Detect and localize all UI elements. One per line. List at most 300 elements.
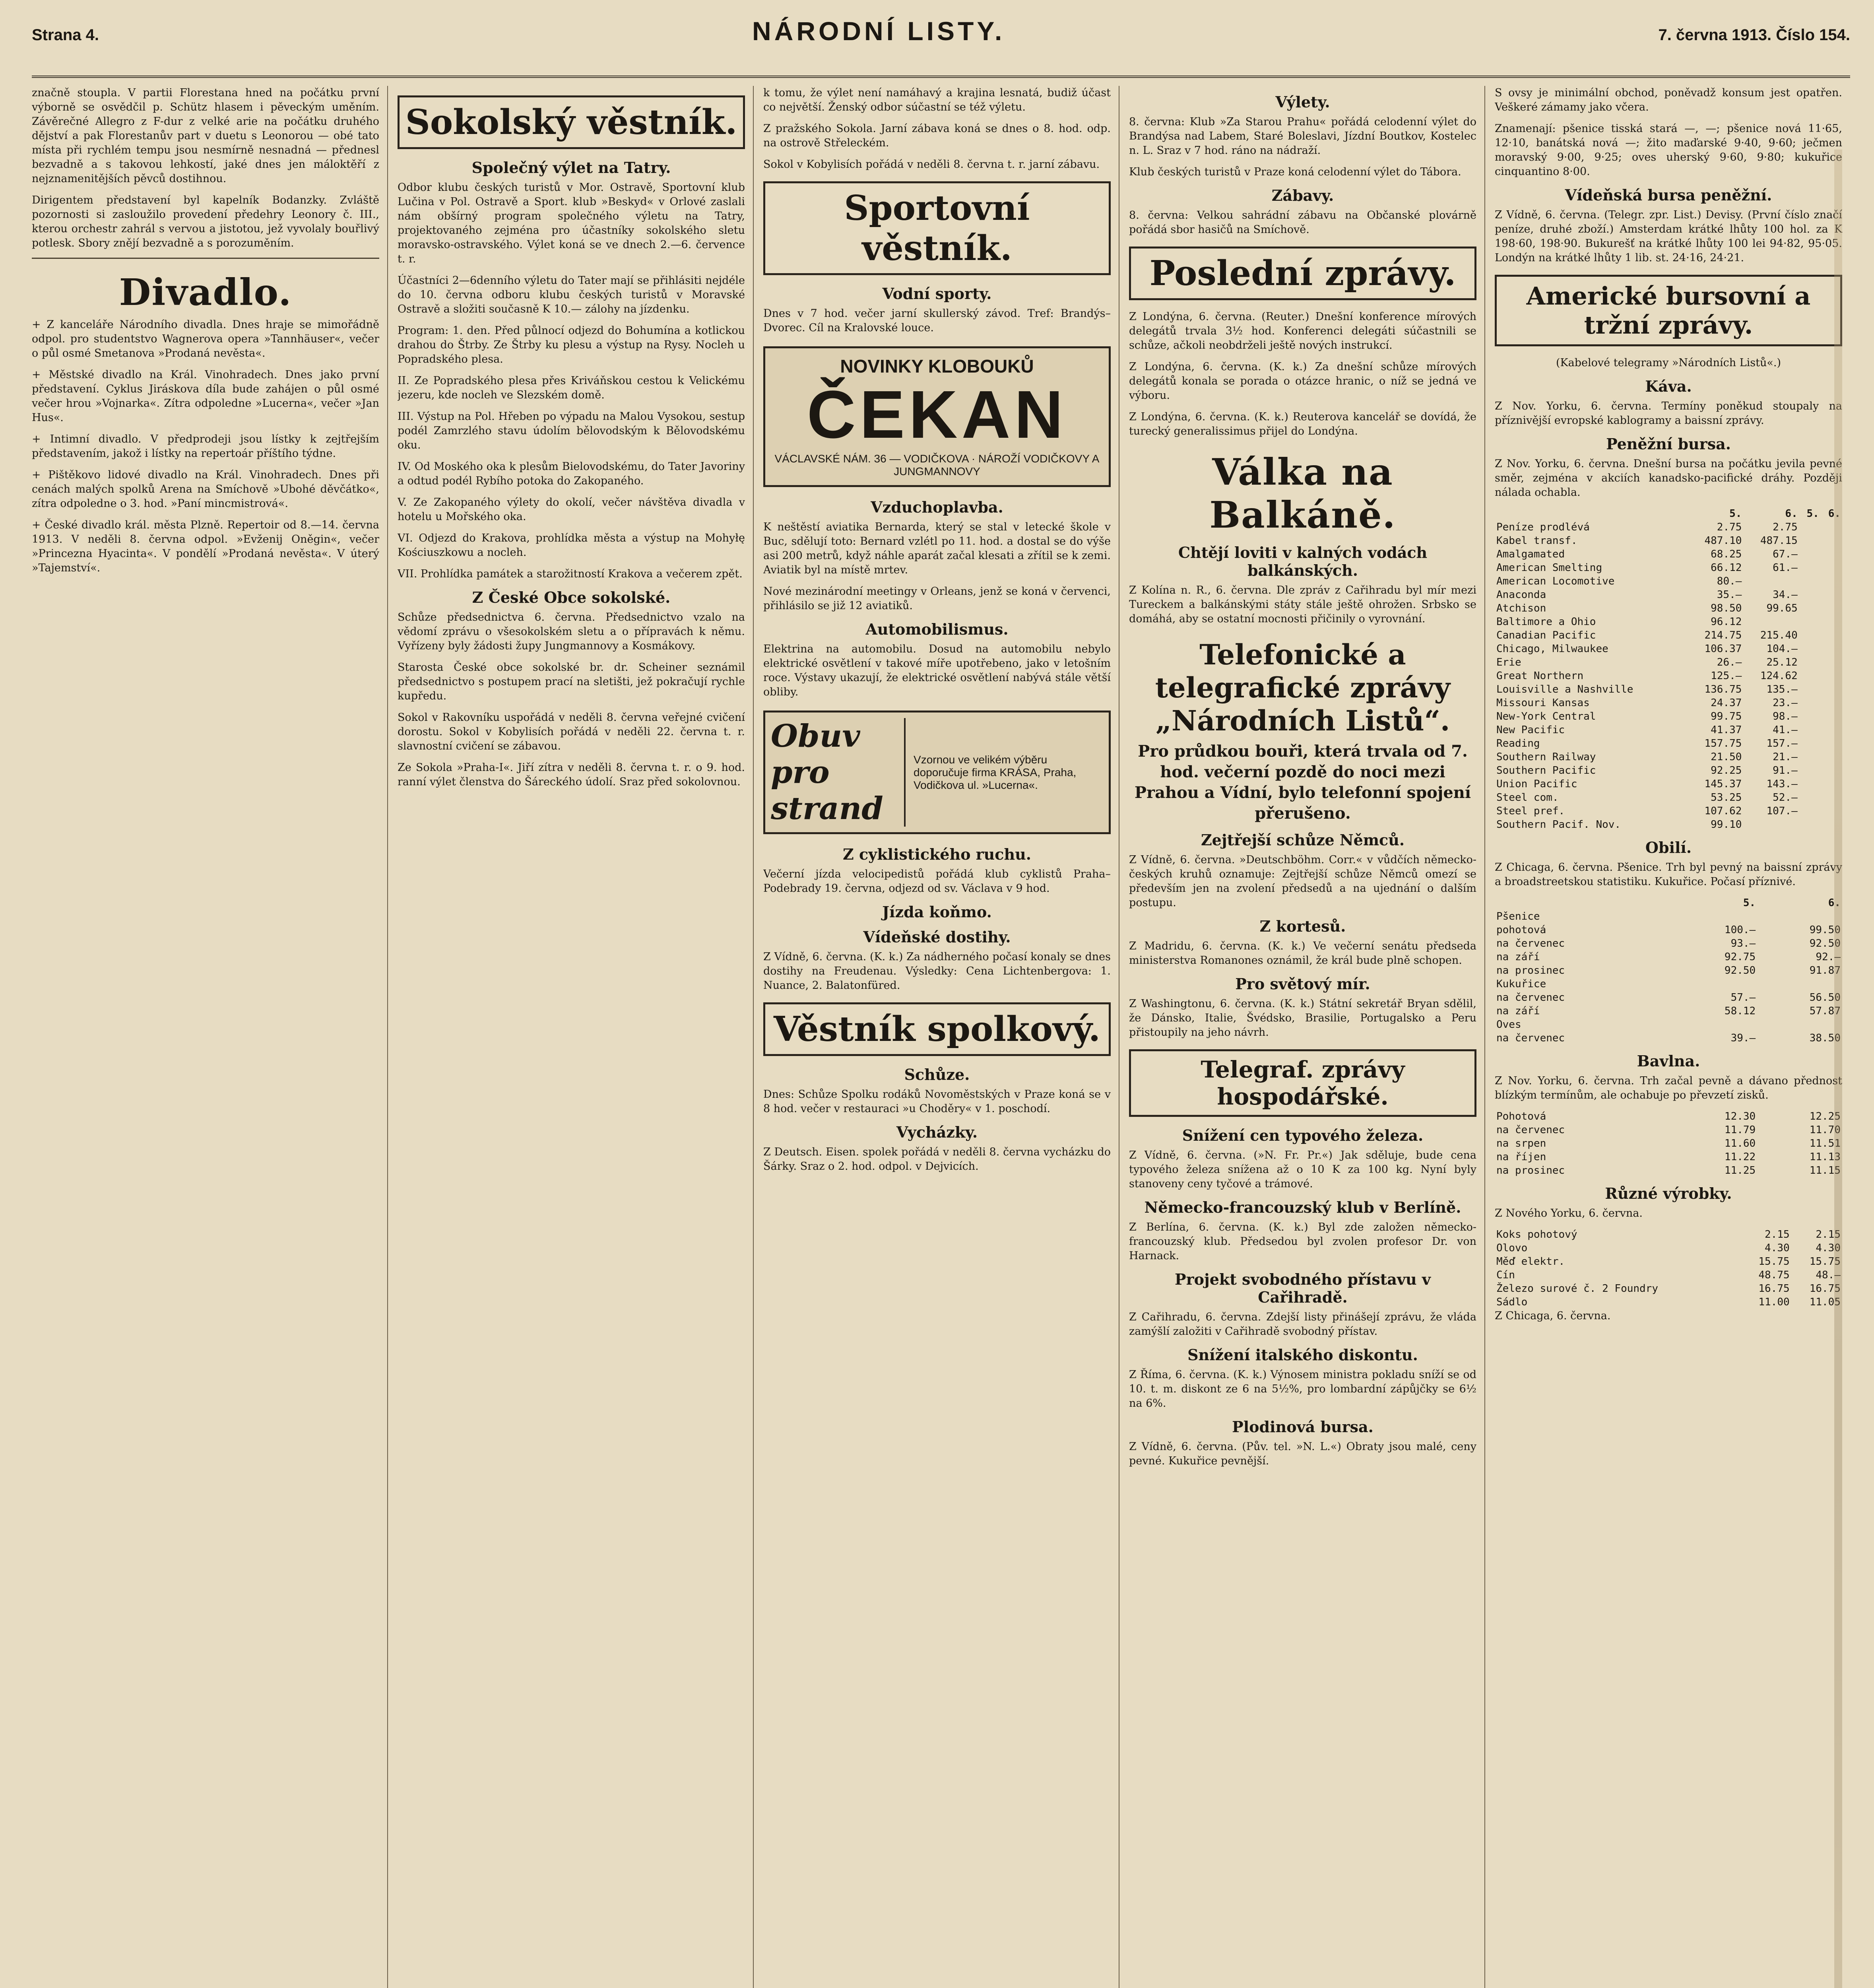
table-row <box>1495 602 1842 615</box>
table-cell <box>1799 818 1821 831</box>
table-row <box>1495 1018 1842 1031</box>
table-cell: Pohotová <box>1496 1110 1546 1122</box>
article-kortesy <box>1129 939 1476 968</box>
section-title-sportovni: Sportovní věstník. <box>763 181 1111 275</box>
table-cell: 107.62 <box>1704 805 1742 817</box>
article-diskont <box>1129 1368 1476 1411</box>
subheading-diskont: Snížení italského diskontu. <box>1187 1346 1418 1364</box>
table-cell <box>1799 723 1821 737</box>
table-row <box>1495 520 1842 534</box>
table-cell: 96.12 <box>1711 616 1742 628</box>
table-cell: 16.75 <box>1809 1283 1841 1295</box>
table-cell: 11.05 <box>1809 1296 1841 1308</box>
table-header-cell <box>1495 507 1688 520</box>
table-cell: 99.50 <box>1809 924 1841 936</box>
stocks-table <box>1495 507 1842 831</box>
table-row <box>1495 629 1842 642</box>
paragraph: 8. června: Velkou sahrádní zábavu na Občanské plovárně pořádá sbor hasičů na Smíchově. <box>1129 209 1476 236</box>
subheading-vzduchoplavba: Vzduchoplavba. <box>871 498 1003 516</box>
section-divadlo <box>32 318 379 575</box>
table-header-cell: 6. <box>1828 897 1841 909</box>
table-cell: 66.12 <box>1711 562 1742 574</box>
table-row <box>1495 1110 1842 1123</box>
table-cell: na prosinec <box>1496 965 1565 977</box>
table-row <box>1495 561 1842 575</box>
table-cell: 23.— <box>1773 697 1798 709</box>
paragraph: Starosta České obce sokolské br. dr. Scheiner seznámil předsednictvo s postupem prací na sletišti, jež pokračují rychle kupředu. <box>398 661 745 702</box>
subheading-kava: Káva. <box>1645 377 1692 395</box>
table-row <box>1495 547 1842 561</box>
table-row <box>1495 737 1842 750</box>
table-cell: na červenec <box>1496 992 1565 1004</box>
table-header-cell: 6. <box>1828 508 1841 520</box>
grain-table <box>1495 896 1842 1045</box>
table-cell: 11.60 <box>1724 1138 1756 1149</box>
article-posledni <box>1129 310 1476 439</box>
table-row <box>1495 1255 1842 1268</box>
table-cell: 11.00 <box>1758 1296 1790 1308</box>
table-cell: Great Northern <box>1496 670 1584 682</box>
table-header-cell <box>1495 896 1672 910</box>
table-cell <box>1799 575 1821 588</box>
paragraph: Z Washingtonu, 6. června. (K. k.) Státní sekretář Bryan sdělil, že Dánsko, Italie, Švédsko, Brasilie, Portugalsko a Peru přistoupily na jeho návrh. <box>1129 998 1476 1039</box>
subheading-obili: Obilí. <box>1645 839 1692 856</box>
paragraph: Sokol v Kobylisích pořádá v neděli 8. června t. r. jarní zábavu. <box>763 158 1100 171</box>
table-cell: 99.65 <box>1766 602 1798 614</box>
table-cell: 11.13 <box>1809 1151 1841 1163</box>
article-vodni-sporty <box>763 307 1111 335</box>
paragraph: Z Říma, 6. června. (K. k.) Výnosem ministra pokladu sníží se od 10. t. m. diskont ze 6 na 5½%, pro lombardní zápůjčky se 6½ na 6%. <box>1129 1369 1476 1409</box>
section-title-telefonicke: Telefonické a telegrafické zprávy „Národních Listů“. <box>1155 638 1451 737</box>
table-cell: 99.10 <box>1711 819 1742 831</box>
subheading-schuze: Schůze. <box>904 1066 970 1083</box>
paragraph: III. Výstup na Pol. Hřeben po výpadu na Malou Vysokou, sestup podél Zamrzlého stavu údolím bělovodským k Bělovodskému oku. <box>398 410 745 451</box>
table-cell: 24.37 <box>1711 697 1742 709</box>
table-cell <box>1672 910 1757 923</box>
article-obili-zpravy <box>1495 86 1842 179</box>
cotton-table <box>1495 1110 1842 1177</box>
table-cell: Železo surové č. 2 Foundry <box>1496 1283 1658 1295</box>
subheading-ceska-obec: Z České Obce sokolské. <box>472 588 671 606</box>
table-row <box>1495 588 1842 602</box>
table-row <box>1495 656 1842 669</box>
table-cell: na červenec <box>1496 1032 1565 1044</box>
table-cell <box>1799 804 1821 818</box>
subheading-automobilismus: Automobilismus. <box>865 620 1009 638</box>
table-cell: Canadian Pacific <box>1496 629 1596 641</box>
table-header-cell: 5. <box>1743 897 1756 909</box>
table-cell: 11.51 <box>1809 1138 1841 1149</box>
table-row <box>1495 791 1842 804</box>
table-cell: 4.30 <box>1765 1242 1790 1254</box>
paragraph: Z Vídně, 6. června. (»N. Fr. Pr.«) Jak sděluje, bude cena typového železa snížena až o 10 K za 100 kg. Nyní byly stanoveny ceny tyčové a trámové. <box>1129 1149 1476 1190</box>
table-cell: Chicago, Milwaukee <box>1496 643 1608 655</box>
paragraph: Z Nov. Yorku, 6. června. Termíny poněkud stoupaly na příznivější evropské kablogramy a baissní zprávy. <box>1495 400 1842 427</box>
paragraph: Z Cařihradu, 6. června. Zdejší listy přinášejí zprávu, že vláda zamýšlí založiti v Cařihradě svobodný přístav. <box>1129 1311 1476 1338</box>
table-cell: 92.50 <box>1809 938 1841 949</box>
table-cell: 2.75 <box>1773 521 1798 533</box>
paragraph: Z Vídně, 6. června. (K. k.) Za nádherného počasí konaly se dnes dostihy na Freudenau. Výsledky: Cena Lichtenbergova: 1. Nuance, 2. Balatonfüred. <box>763 951 1111 992</box>
ad-brand: ČEKAN <box>807 377 1067 452</box>
table-cell <box>1799 656 1821 669</box>
table-cell: na říjen <box>1496 1151 1546 1163</box>
table-cell <box>1672 977 1757 991</box>
paragraph: S ovsy je minimální obchod, poněvadž konsum jest opatřen. Veškeré zámamy jako včera. <box>1495 87 1842 113</box>
table-cell: na září <box>1496 951 1540 963</box>
table-cell: 12.25 <box>1809 1110 1841 1122</box>
misc-table <box>1495 1228 1842 1309</box>
table-cell <box>1799 764 1821 777</box>
table-row <box>1495 750 1842 764</box>
paragraph: k tomu, že výlet není namáhavý a krajina lesnatá, budiž účast co největší. Ženský odbor súčastní se též výletu. <box>763 87 1111 113</box>
paragraph: Z Deutsch. Eisen. spolek pořádá v neděli 8. června vycházku do Šárky. Sraz o 2. hod. odpol. v Dejvicích. <box>763 1146 1111 1173</box>
table-cell: 124.62 <box>1760 670 1798 682</box>
column-2 <box>398 86 754 1988</box>
table-cell: 12.30 <box>1724 1110 1756 1122</box>
paragraph: Program: 1. den. Před půlnocí odjezd do Bohumína a kotlickou drahou do Štrby. Ze Štrby ku plesu a výstup na Rysy. Nocleh u Popradského plesa. <box>398 324 745 365</box>
table-row <box>1495 804 1842 818</box>
table-row <box>1495 950 1842 964</box>
table-cell: 21.50 <box>1711 751 1742 763</box>
table-cell <box>1799 642 1821 656</box>
article-valka <box>1129 583 1476 626</box>
table-cell: Steel pref. <box>1496 805 1565 817</box>
article-schuze <box>763 1087 1111 1116</box>
stocks-header-row <box>1495 507 1842 520</box>
table-cell: New-York Central <box>1496 711 1596 722</box>
table-row <box>1495 910 1842 923</box>
section-title-hospodarske: Telegraf. zprávy hospodářské. <box>1129 1049 1476 1117</box>
table-cell: 57.87 <box>1809 1005 1841 1017</box>
table-row <box>1495 1295 1842 1309</box>
table-cell: 487.15 <box>1760 535 1798 547</box>
table-cell: Erie <box>1496 656 1521 668</box>
table-cell: 67.— <box>1773 548 1798 560</box>
section-title-spolkovy: Věstník spolkový. <box>763 1002 1111 1056</box>
table-cell: Kukuřice <box>1496 978 1546 990</box>
section-title-divadlo: Divadlo. <box>119 271 292 314</box>
subheading-carihrad: Projekt svobodného přístavu v Cařihradě. <box>1175 1270 1431 1306</box>
table-cell: 99.75 <box>1711 711 1742 722</box>
paragraph: Nové mezinárodní meetingy v Orleans, jenž se koná v červenci, přihlásilo se již 12 aviatiků. <box>763 585 1111 612</box>
table-cell: 15.75 <box>1809 1256 1841 1268</box>
article-tatry <box>398 181 745 581</box>
table-cell <box>1743 575 1799 588</box>
table-cell: 48.75 <box>1758 1269 1790 1281</box>
table-cell: 136.75 <box>1704 683 1742 695</box>
table-cell <box>1799 561 1821 575</box>
table-row <box>1495 937 1842 950</box>
table-cell: Louisville a Nashville <box>1496 683 1633 695</box>
article-vzduchoplavba <box>763 520 1111 613</box>
paragraph: 8. června: Klub »Za Starou Prahu« pořádá celodenní výlet do Brandýsa nad Labem, Staré Boleslavi, Jízdní Boutkov, Kostelec n. L. Sraz v 7 hod. ráno na nádraží. <box>1129 116 1476 157</box>
paragraph: K neštěstí aviatika Bernarda, který se stal v letecké škole v Buc, sdělují toto: Bernard vzlétl po 11. hod. a dostal se do výše asi 200 metrů, když náhle aparát začal klesati a zřítil se k zemi. Aviatik byl na místě mrtev. <box>763 521 1111 576</box>
table-cell <box>1799 750 1821 764</box>
table-cell <box>1799 696 1821 710</box>
table-row <box>1495 1150 1842 1164</box>
table-cell: 98.— <box>1773 711 1798 722</box>
table-cell: Kabel transf. <box>1496 535 1577 547</box>
table-cell: 91.— <box>1773 765 1798 777</box>
table-cell: 61.— <box>1773 562 1798 574</box>
subheading-kortesy: Z kortesů. <box>1259 917 1346 935</box>
subheading-nf-klub: Německo-francouzský klub v Berlíně. <box>1144 1198 1461 1216</box>
subheading-vychazky: Vycházky. <box>896 1123 978 1141</box>
table-cell <box>1799 534 1821 547</box>
article-nf-klub <box>1129 1220 1476 1263</box>
table-cell: Reading <box>1496 738 1540 749</box>
subheading-nemci: Zejtřejší schůze Němců. <box>1201 831 1405 849</box>
table-cell: 11.22 <box>1724 1151 1756 1163</box>
table-cell <box>1799 602 1821 615</box>
table-cell: 53.25 <box>1711 792 1742 804</box>
table-cell: 11.15 <box>1809 1165 1841 1176</box>
table-cell: 52.— <box>1773 792 1798 804</box>
article-sokol-cont <box>763 86 1111 172</box>
table-cell: 11.25 <box>1724 1165 1756 1176</box>
subheading-videnska-bursa: Vídeňská bursa peněžní. <box>1565 186 1772 204</box>
table-row <box>1495 710 1842 723</box>
table-cell <box>1757 910 1842 923</box>
americke-subtitle: (Kabelové telegramy »Národních Listů«.) <box>1556 357 1781 369</box>
table-cell: 104.— <box>1766 643 1798 655</box>
article-bavlna <box>1495 1074 1842 1103</box>
paragraph: Z Londýna, 6. června. (Reuter.) Dnešní konference mírových delegátů trvala 3½ hod. Konferenci delegáti súčastnili se schůze, ačkoli neobdrželi ještě nových instrukcí. <box>1129 311 1476 351</box>
table-cell: 157.75 <box>1704 738 1742 749</box>
table-row <box>1495 723 1842 737</box>
table-row <box>1495 764 1842 777</box>
table-cell: New Pacific <box>1496 724 1565 736</box>
article-zabavy <box>1129 208 1476 237</box>
table-cell: 92.— <box>1816 951 1841 963</box>
table-row <box>1495 1164 1842 1177</box>
subheading-dostihy: Vídeňské dostihy. <box>863 928 1011 946</box>
table-cell: 58.12 <box>1724 1005 1756 1017</box>
table-cell: 56.50 <box>1809 992 1841 1004</box>
table-cell: 11.70 <box>1809 1124 1841 1136</box>
table-cell: 4.30 <box>1816 1242 1841 1254</box>
paragraph: Z Kolína n. R., 6. června. Dle zpráv z Cařihradu byl mír mezi Tureckem a balkánskými státy stále ještě ohrožen. Srbsko se domáhá, aby se ostatní mocnosti přičinily o vyrovnání. <box>1129 584 1476 625</box>
table-cell: Baltimore a Ohio <box>1496 616 1596 628</box>
paragraph: II. Ze Popradského plesa přes Kriváňskou cestou k Velickému jezeru, kde nocleh ve Slezském domě. <box>398 375 745 401</box>
table-row <box>1495 1031 1842 1045</box>
table-cell: Atchison <box>1496 602 1546 614</box>
paragraph: Znamenají: pšenice tisská stará —, —; pšenice nová 11·65, 12·10, banátská nová —; žito maďarské 9·40, 9·60; ječmen moravský 9·00, 9·25; oves uherský 9·60, 9·80; kukuřice cinquantino 8·00. <box>1495 122 1842 178</box>
table-cell: Southern Pacific <box>1496 765 1596 777</box>
table-row <box>1495 1282 1842 1295</box>
table-cell: 57.— <box>1730 992 1756 1004</box>
table-cell: 157.— <box>1766 738 1798 749</box>
section-title-americke: Americké bursovní a tržní zprávy. <box>1495 275 1842 346</box>
paragraph: Sokol v Rakovníku uspořádá v neděli 8. června veřejné cvičení dorostu. Sokol v Kobylisích pořádá v neděli 22. června t. r. slavnostní cvičení se zábavou. <box>398 711 745 752</box>
section-title-valka: Válka na Balkáně. <box>1209 450 1396 536</box>
paragraph: Z pražského Sokola. Jarní zábava koná se dnes o 8. hod. odp. na ostrově Střeleckém. <box>763 122 1111 149</box>
table-row <box>1495 683 1842 696</box>
table-cell: American Smelting <box>1496 562 1602 574</box>
subheading-penezni: Peněžní bursa. <box>1606 435 1731 453</box>
table-cell <box>1799 547 1821 561</box>
table-row <box>1495 575 1842 588</box>
table-cell: 68.25 <box>1711 548 1742 560</box>
article-zeleza <box>1129 1148 1476 1191</box>
table-cell: 2.75 <box>1717 521 1742 533</box>
paragraph: Z Londýna, 6. června. (K. k.) Reuterova kancelář se dovídá, že turecký generalissimus přijel do Londýna. <box>1129 411 1476 437</box>
paragraph: IV. Od Moského oka k plesům Bielovodskému, do Tater Javoriny a odtud podél Rybího potoka do Zakopaného. <box>398 460 745 487</box>
table-cell <box>1799 710 1821 723</box>
paragraph: VI. Odjezd do Krakova, prohlídka města a výstup na Mohyłę Kościuszkowu a nocleh. <box>398 532 745 559</box>
paragraph: + Městské divadlo na Král. Vinohradech. Dnes jako první představení. Cyklus Jiráskova díla bude zahájen o půl osmé večer hrou »Vojnarka«. Zítra odpoledne »Lucerna«, večer »Jan Hus«. <box>32 369 379 424</box>
table-cell: 215.40 <box>1760 629 1798 641</box>
article-vylety <box>1129 115 1476 179</box>
table-cell: 214.75 <box>1704 629 1742 641</box>
subheading-ruzne: Různé výrobky. <box>1605 1184 1732 1202</box>
table-cell: Amalgamated <box>1496 548 1565 560</box>
article-opera-review <box>32 86 379 250</box>
paragraph: Z Vídně, 6. června. »Deutschböhm. Corr.« v vůdčích německo-českých kruhů oznamuje: Zejtřejší schůze Němců omezí se především jen na zvolení předsedů a na ujednání o dalším postupu. <box>1129 854 1476 909</box>
paragraph: + Z kanceláře Národního divadla. Dnes hraje se mimořádně odpol. pro studentstvo Wagnerova opera »Tannhäuser«, večer o půl osmé Smetanova »Prodaná nevěsta«. <box>32 318 379 359</box>
table-cell: 92.25 <box>1711 765 1742 777</box>
table-cell: 92.75 <box>1724 951 1756 963</box>
table-cell: 143.— <box>1766 778 1798 790</box>
table-cell: 26.— <box>1717 656 1742 668</box>
paragraph: Z Londýna, 6. června. (K. k.) Za dnešní schůze mírových delegátů konala se porada o otázce hranic, o níž se jedná ve výboru. <box>1129 361 1476 402</box>
notice-telefon: Pro průdkou bouři, která trvala od 7. hod. večerní pozdě do noci mezi Prahou a Vídní, bylo telefonní spojení přerušeno. <box>1134 742 1471 823</box>
table-row <box>1495 534 1842 547</box>
table-cell: 80.— <box>1717 575 1742 587</box>
table-cell: na září <box>1496 1005 1540 1017</box>
subheading-bavlna: Bavlna. <box>1637 1052 1700 1070</box>
ad-obuv-text: Vzornou ve velikém výběru doporučuje firma KRÁSA, Praha, Vodičkova ul. »Lucerna«. <box>914 753 1077 791</box>
table-cell: pohotová <box>1496 924 1546 936</box>
closing-line: Z Chicaga, 6. června. <box>1495 1310 1611 1322</box>
table-cell: 41.37 <box>1711 724 1742 736</box>
subheading-vylet-tatry: Společný výlet na Tatry. <box>471 159 671 177</box>
table-row <box>1495 777 1842 791</box>
paragraph: Schůze předsednictva 6. června. Předsednictvo vzalo na vědomí zprávu o všesokolském sletu a o přípravách k němu. Vyřízeny byly žádosti župy Jungmannovy a Kosmákovy. <box>398 611 745 652</box>
column-3 <box>763 86 1119 1988</box>
table-cell: na srpen <box>1496 1138 1546 1149</box>
masthead: NÁRODNÍ LISTY. <box>752 16 1005 46</box>
subheading-cyklisticky: Z cyklistického ruchu. <box>843 845 1031 863</box>
table-cell: 15.75 <box>1758 1256 1790 1268</box>
table-cell: Peníze prodlévá <box>1496 521 1590 533</box>
page-number: Strana 4. <box>32 26 99 44</box>
table-cell <box>1799 683 1821 696</box>
paragraph: Dirigentem představení byl kapelník Bodanzky. Zvláště pozornosti si zasloužilo provedení předehry Leonory č. III., kterou orchestr zahrál s vervou a jistotou, jež vyvolaly bouřlivý potlesk. Sbory znějí bezvadně a s porozuměním. <box>32 194 379 249</box>
table-cell: 34.— <box>1773 589 1798 601</box>
table-row <box>1495 696 1842 710</box>
table-cell <box>1757 1018 1842 1031</box>
table-row <box>1495 642 1842 656</box>
table-cell: na prosinec <box>1496 1165 1565 1176</box>
table-cell: 487.10 <box>1704 535 1742 547</box>
table-cell: American Locomotive <box>1496 575 1615 587</box>
issue-date: 7. června 1913. Číslo 154. <box>1658 26 1850 44</box>
table-cell: 93.— <box>1730 938 1756 949</box>
table-row <box>1495 1137 1842 1150</box>
paragraph: Klub českých turistů v Praze koná celodenní výlet do Tábora. <box>1129 166 1461 178</box>
subheading-mir: Pro světový mír. <box>1235 975 1370 993</box>
article-obili <box>1495 860 1842 889</box>
subheading-zabavy: Zábavy. <box>1271 186 1334 204</box>
table-cell: 21.— <box>1773 751 1798 763</box>
table-cell: Anaconda <box>1496 589 1546 601</box>
article-carihrad <box>1129 1310 1476 1339</box>
table-row <box>1495 1228 1842 1241</box>
table-cell: Pšenice <box>1496 911 1540 922</box>
table-cell <box>1799 629 1821 642</box>
paragraph: Dnes v 7 hod. večer jarní skullerský závod. Tref: Brandýs–Dvorec. Cíl na Kralovské louce. <box>763 307 1111 334</box>
table-cell: 98.50 <box>1711 602 1742 614</box>
article-kava <box>1495 399 1842 428</box>
ad-address: VÁCLAVSKÉ NÁM. 36 — VODIČKOVA · NÁROŽÍ VODIČKOVY A JUNGMANNOVY <box>774 452 1100 478</box>
table-row <box>1495 923 1842 937</box>
ad-obuv-logo: Obuv pro strand <box>771 718 906 827</box>
advertisement-obuv <box>763 711 1111 834</box>
table-cell: Missouri Kansas <box>1496 697 1590 709</box>
table-row <box>1495 615 1842 629</box>
table-cell: 16.75 <box>1758 1283 1790 1295</box>
table-cell: 91.87 <box>1809 965 1841 977</box>
paragraph: Z Vídně, 6. června. (Pův. tel. »N. L.«) Obraty jsou malé, ceny pevné. Kukuřice pevnější. <box>1129 1441 1476 1467</box>
table-row <box>1495 1268 1842 1282</box>
paragraph: Z Nov. Yorku, 6. června. Trh začal pevně a dávano přednost blízkým termínům, ale ochabuje po převzetí zisků. <box>1495 1075 1842 1101</box>
table-cell: Olovo <box>1496 1242 1528 1254</box>
section-title-posledni: Poslední zprávy. <box>1129 247 1476 300</box>
table-row <box>1495 964 1842 977</box>
advertisement-cekan <box>763 346 1111 487</box>
table-cell: 100.— <box>1724 924 1756 936</box>
table-cell <box>1799 737 1821 750</box>
subheading-zeleza: Snížení cen typového železa. <box>1182 1126 1424 1144</box>
paragraph: Z Vídně, 6. června. (Telegr. zpr. List.) Devisy. (První číslo značí peníze, druhé zboží.) Amsterdam krátké lhůty 100 hol. za K 198·60, 198·90. Bukurešť na krátké lhůty 100 lei 94·82, 95·05. Londýn na krátké lhůty 1 lib. st. 24·16, 24·21. <box>1495 209 1842 264</box>
table-cell: Union Pacific <box>1496 778 1577 790</box>
subheading-plodinova: Plodinová bursa. <box>1232 1418 1373 1436</box>
table-cell: 2.15 <box>1765 1229 1790 1241</box>
table-cell: Měď elektr. <box>1496 1256 1565 1268</box>
table-cell: 107.— <box>1766 805 1798 817</box>
page-header <box>32 16 1850 78</box>
section-title-sokolsky: Sokolský věstník. <box>398 95 745 149</box>
paragraph: + České divadlo král. města Plzně. Repertoir od 8.—14. června 1913. V neděli 8. června odpol. »Evženij Oněgin«, večer »Princezna Hyacinta«. V pondělí »Prodaná nevěsta«. V úterý »Tajemství«. <box>32 519 379 574</box>
table-header-cell: 5. <box>1729 508 1742 520</box>
table-cell: Southern Pacif. Nov. <box>1496 819 1621 831</box>
columns <box>32 86 1850 1988</box>
table-cell: 48.— <box>1816 1269 1841 1281</box>
ad-title: NOVINKY KLOBOUKŮ <box>840 356 1034 377</box>
article-videnska-bursa <box>1495 208 1842 265</box>
table-header-cell: 6. <box>1785 508 1798 520</box>
subheading-valka: Chtějí loviti v kalných vodách balkánských. <box>1178 544 1428 579</box>
paragraph: VII. Prohlídka památek a starožitností Krakova a večerem zpět. <box>398 568 743 580</box>
table-cell: 2.15 <box>1816 1229 1841 1241</box>
table-cell <box>1757 977 1842 991</box>
article-nemci <box>1129 853 1476 910</box>
article-ruzne <box>1495 1206 1842 1221</box>
subheading-vylety: Výlety. <box>1275 93 1330 111</box>
table-cell: 38.50 <box>1809 1032 1841 1044</box>
table-cell: na červenec <box>1496 938 1565 949</box>
article-automobilismus <box>763 642 1111 699</box>
paragraph: V. Ze Zakopaného výlety do okolí, večer návštěva divadla v hotelu u Mořského oka. <box>398 496 745 523</box>
table-cell: 11.79 <box>1724 1124 1756 1136</box>
column-1 <box>32 86 388 1988</box>
table-cell: 39.— <box>1730 1032 1756 1044</box>
table-cell <box>1743 615 1799 629</box>
table-row <box>1495 669 1842 683</box>
table-cell <box>1799 615 1821 629</box>
subheading-vodni-sporty: Vodní sporty. <box>882 285 992 303</box>
